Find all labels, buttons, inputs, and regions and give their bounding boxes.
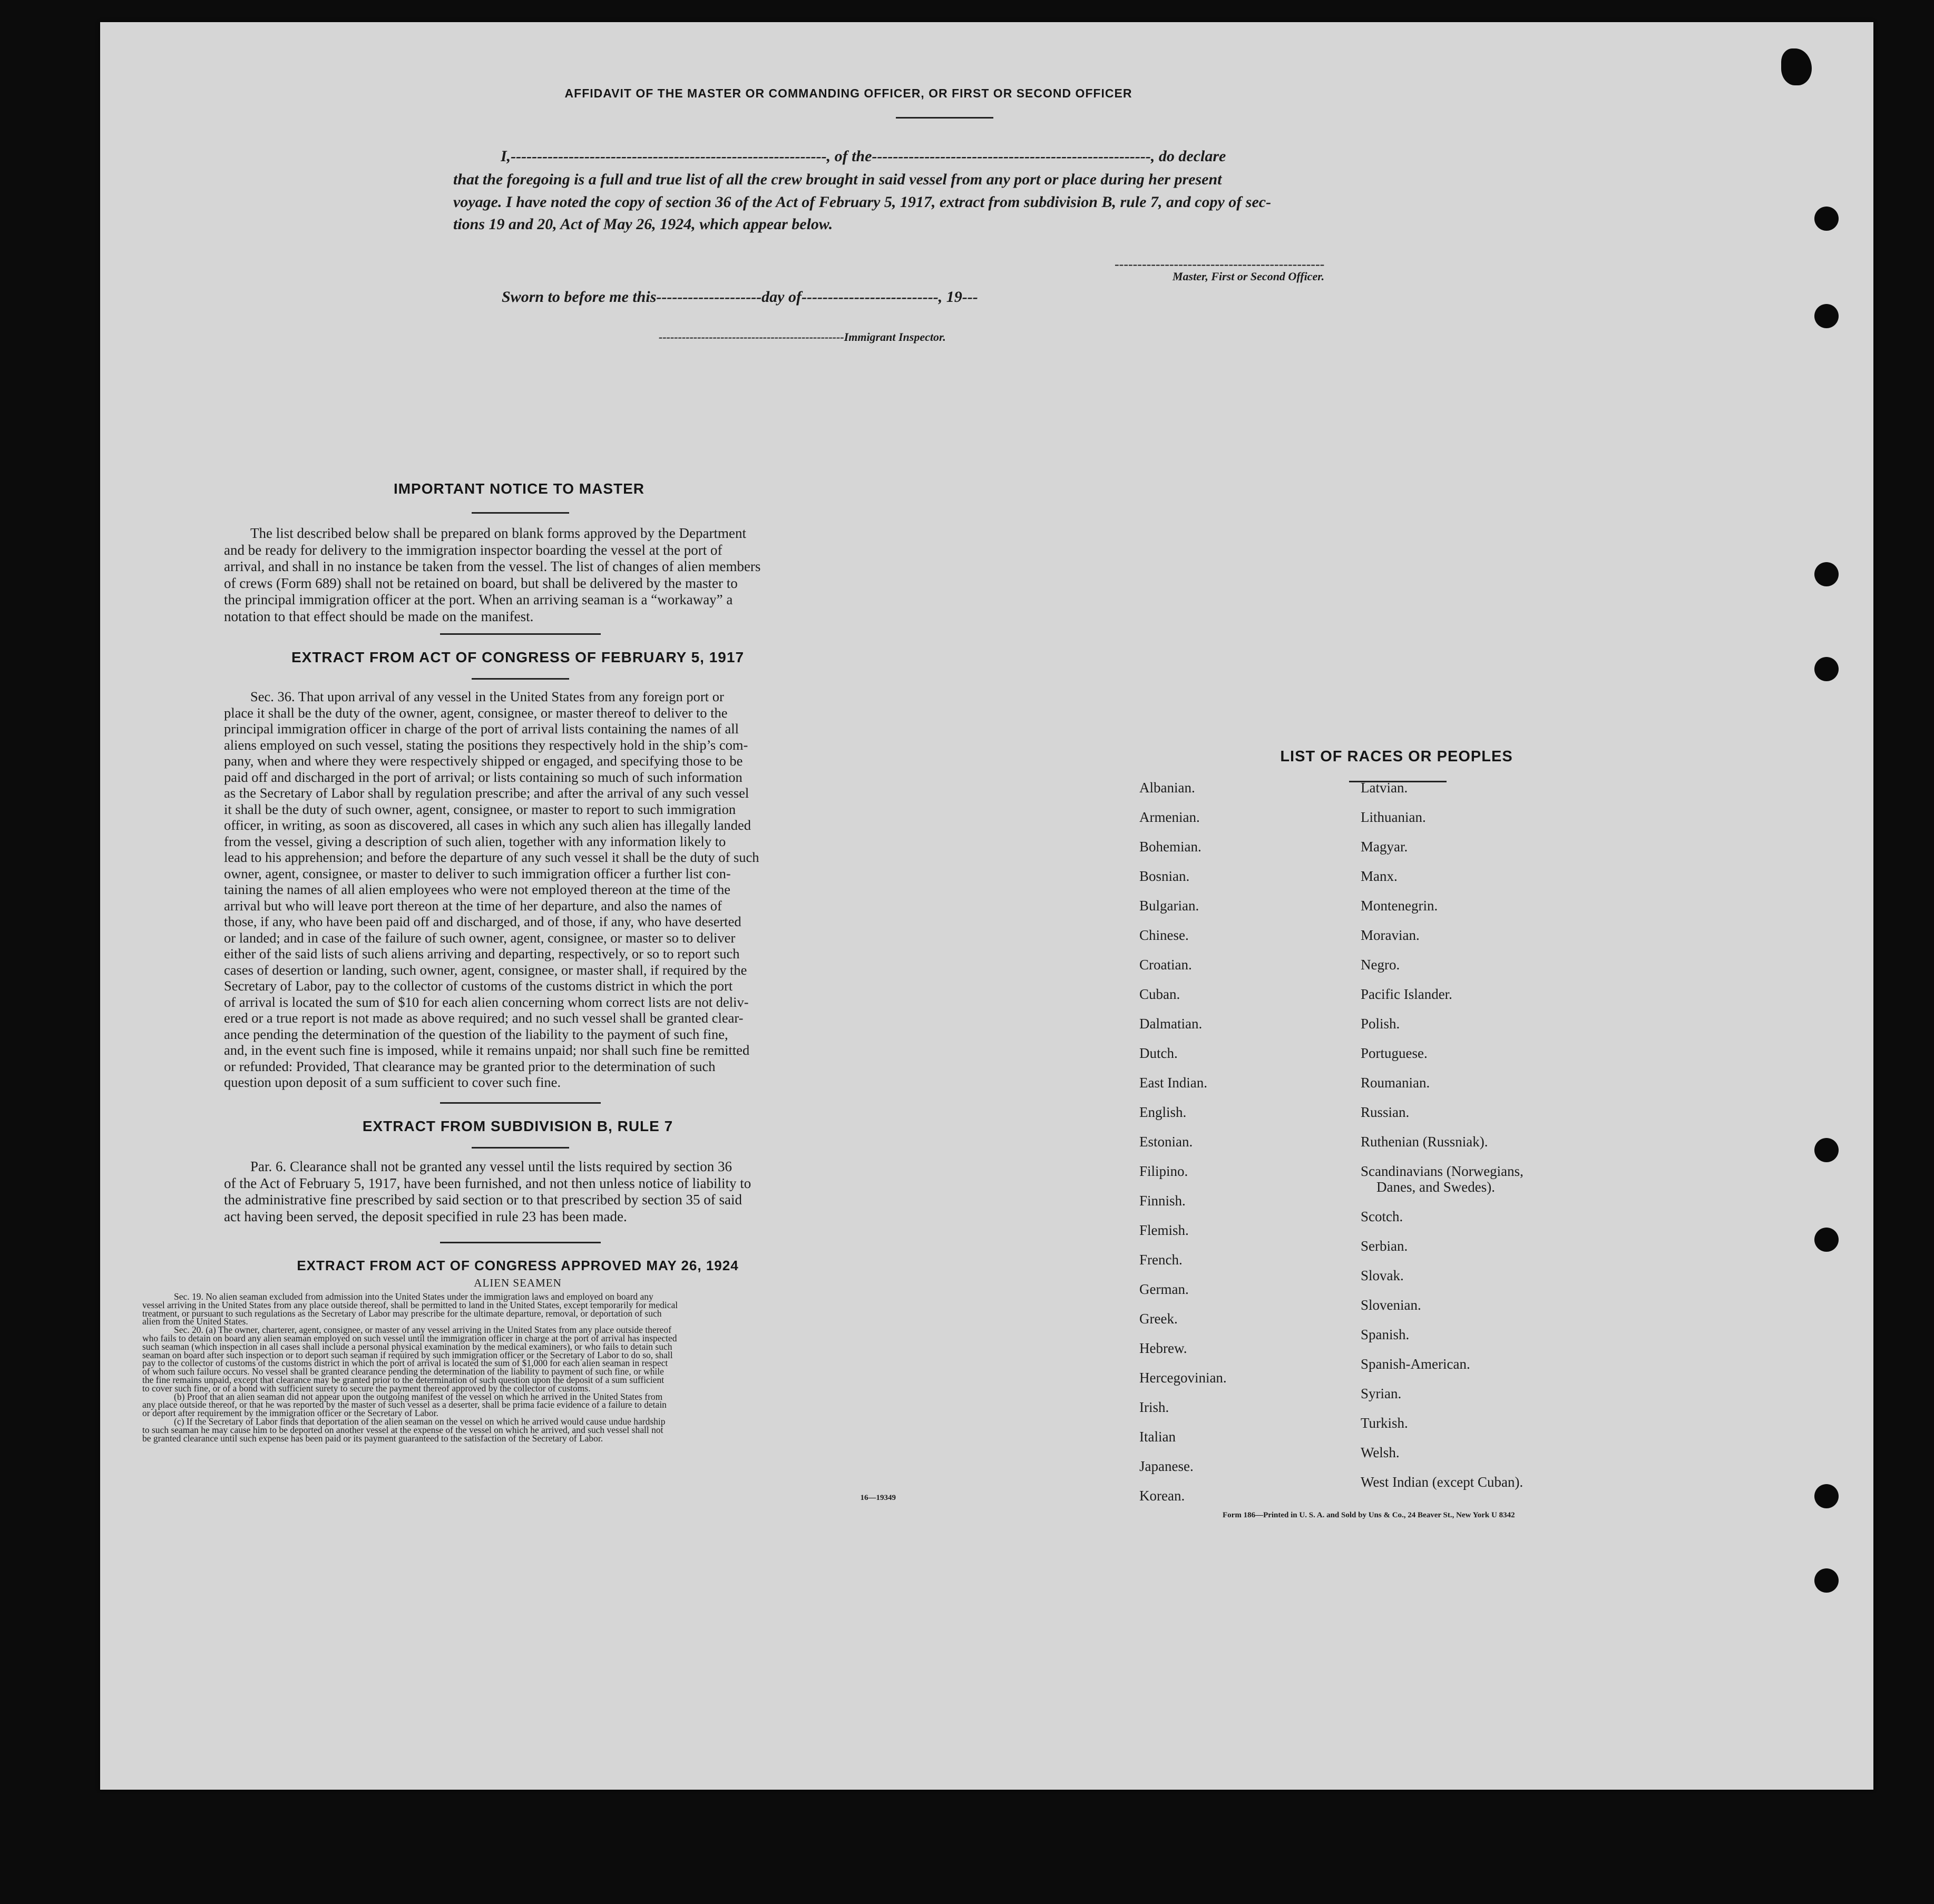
divider [472,678,569,680]
race-item: Spanish. [1361,1327,1410,1342]
notice-body: The list described below shall be prepared on blank forms approved by the Department and be ready for delivery to the immigration inspector boarding the vessel at the port of arrival, and shall in no instance be taken from the vessel. The list of changes of alien members of crews (Form 689) shall not be retained on board, but shall be delivered by the master to the principal immigration officer at the port. When an arriving seaman is a “workaway” a notation to that effect should be made on the manifest. [224,525,761,624]
race-item: Bosnian. [1139,868,1190,884]
affidavit-line-3: voyage. I have noted the copy of section 36 of the Act of February 5, 1917, extract from subdivision B, rule 7, and copy of sec- [453,193,1272,211]
race-item: West Indian (except Cuban). [1361,1474,1523,1490]
punch-hole [1814,657,1839,681]
punch-hole [1814,207,1839,231]
races-right-column [1361,773,1656,1497]
race-item: Spanish-American. [1361,1356,1470,1372]
race-item: Greek. [1139,1311,1178,1327]
race-item: Bulgarian. [1139,898,1199,914]
divider [440,633,601,635]
divider [472,1147,569,1149]
race-item: Serbian. [1361,1238,1408,1254]
punch-hole [1814,304,1839,328]
races-title: LIST OF RACES OR PEOPLES [1280,748,1513,765]
sworn-line: Sworn to before me this--------------------day of--------------------------, 19--- [502,288,978,306]
signature-label: Master, First or Second Officer. [1173,270,1325,283]
race-item: Filipino. [1139,1163,1188,1179]
race-item: Moravian. [1361,927,1420,943]
punch-hole [1814,1484,1839,1508]
notice-title: IMPORTANT NOTICE TO MASTER [393,480,645,497]
race-item: German. [1139,1281,1189,1297]
divider [896,117,993,119]
punch-hole [1814,1138,1839,1162]
race-item: Russian. [1361,1104,1410,1120]
race-item: Polish. [1361,1016,1400,1032]
race-item: Cuban. [1139,986,1180,1002]
race-item: Dutch. [1139,1045,1178,1061]
race-item: Magyar. [1361,839,1408,855]
race-item: Slovak. [1361,1268,1404,1283]
race-item: Italian [1139,1429,1176,1445]
affidavit-title: AFFIDAVIT OF THE MASTER OR COMMANDING OFFICER, OR FIRST OR SECOND OFFICER [564,86,1132,100]
race-item: Turkish. [1361,1415,1408,1431]
race-item: Ruthenian (Russniak). [1361,1134,1488,1150]
race-item: Hercegovinian. [1139,1370,1227,1386]
punch-hole [1814,1228,1839,1252]
race-item: East Indian. [1139,1075,1207,1091]
extract-1924-title: EXTRACT FROM ACT OF CONGRESS APPROVED MAY 26, 1924 [297,1258,739,1273]
race-item: Portuguese. [1361,1045,1428,1061]
extract-1917-title: EXTRACT FROM ACT OF CONGRESS OF FEBRUARY 5, 1917 [291,649,745,665]
rule-7-title: EXTRACT FROM SUBDIVISION B, RULE 7 [362,1118,673,1134]
race-item: Dalmatian. [1139,1016,1203,1032]
form-code: 16—19349 [860,1494,896,1502]
race-item: Korean. [1139,1488,1185,1504]
race-item: Roumanian. [1361,1075,1430,1091]
race-item: Slovenian. [1361,1297,1421,1313]
race-item: Finnish. [1139,1193,1186,1209]
race-item: Croatian. [1139,957,1192,973]
race-item: Estonian. [1139,1134,1193,1150]
punch-hole [1814,1568,1839,1593]
race-item: Syrian. [1361,1386,1402,1401]
form-footer: Form 186—Printed in U. S. A. and Sold by Uns & Co., 24 Beaver St., New York U 8342 [1223,1511,1515,1519]
inspector-line: ------------------------------------------------Immigrant Inspector. [659,330,946,343]
race-item: Albanian. [1139,780,1195,796]
divider [440,1242,601,1243]
race-item: Armenian. [1139,809,1200,825]
race-item: Negro. [1361,957,1400,973]
race-item: Pacific Islander. [1361,986,1452,1002]
race-item: Scotch. [1361,1209,1403,1224]
race-item: French. [1139,1252,1183,1268]
race-item: Irish. [1139,1399,1169,1415]
race-item: Montenegrin. [1361,898,1438,914]
race-item: Welsh. [1361,1445,1400,1460]
affidavit-line-2: that the foregoing is a full and true list of all the crew brought in said vessel from any port or place during her present [453,171,1222,188]
race-item: Latvian. [1361,780,1408,796]
punch-hole [1814,562,1839,586]
divider [472,512,569,514]
sections-19-20-body: Sec. 19. No alien seaman excluded from admission into the United States under the immigration laws and employed on board any vessel arriving in the United States from any place outside thereof, shall be permitted to land in the United States, except temporarily for medical treatment, or pursuant to such regulations as the Secretary of Labor may prescribe for the ultimate departure, removal, or deportation of such alien from the United States. Sec. 20. (a) The owner, charterer, agent, consignee, or master of any vessel arriving in the United States from any place outside thereof who fails to detain on board any alien seaman employed on such vessel until the immigration officer in charge at the port of arrival has inspected such seaman (which inspection in all cases shall include a personal physical examination by the medical examiners), or who fails to detain such seaman on board after such inspection or to deport such seaman if required by such immigration officer or the Secretary of Labor to do so, shall pay to the collector of customs of the customs district in which the port of arrival is located the sum of $1,000 for each alien seaman in respect of whom such failure occurs. No vessel shall be granted clearance pending the determination of the liability to payment of such fine, or while the fine remains unpaid, except that clearance may be granted prior to the determination of such question upon the deposit of a sum sufficient to cover such fine, or of a bond with sufficient surety to secure the payment thereof approved by the collector of customs. (b) Proof that an alien seaman did not appear upon the outgoing manifest of the vessel on which he arrived in the United States from any place outside thereof, or that he was reported by the master of such vessel as a deserter, shall be prima facie evidence of a failure to detain or deport after requirement by the immigration officer or the Secretary of Labor. (c) If the Secretary of Labor finds that deportation of the alien seaman on the vessel on which he arrived would cause undue hardship to such seaman he may cause him to be deported on another vessel at the expense of the vessel on which he arrived, and such vessel shall not be granted clearance until such expense has been paid or its payment guaranteed to the satisfaction of the Secretary of Labor. [142,1291,678,1444]
races-left-column [1139,773,1350,1510]
document-page [100,22,1873,1790]
rule-7-body: Par. 6. Clearance shall not be granted any vessel until the lists required by section 36 of the Act of February 5, 1917, have been furnished, and not then unless notice of liability to the administrative fine prescribed by said section or to that prescribed by section 35 of said act having been served, the deposit specified in rule 23 has been made. [224,1159,751,1224]
race-item: English. [1139,1104,1187,1120]
race-item: Japanese. [1139,1458,1194,1474]
section-36-body: Sec. 36. That upon arrival of any vessel in the United States from any foreign port or place it shall be the duty of the owner, agent, consignee, or master thereof to deliver to the principal immigration officer in charge of the port of arrival lists containing the names of all aliens employed on such vessel, stating the positions they respectively hold in the ship’s com- pany, when and where they were respectively shipped or engaged, and specifying those to be paid off and discharged in the port of arrival; or lists containing so much of such information as the Secretary of Labor shall by regulation prescribe; and after the arrival of any such vessel it shall be the duty of such owner, agent, consignee, or master to report to such immigration officer, in writing, as soon as discovered, all cases in which any such alien has illegally landed from the vessel, giving a description of such alien, together with any information likely to lead to his apprehension; and before the departure of any such vessel it shall be the duty of such owner, agent, consignee, or master to deliver to such immigration officer a further list con- taining the names of all alien employees who were not employed thereon at the time of the arrival but who will leave port thereon at the time of her departure, and also the names of those, if any, who have been paid off and discharged, and of those, if any, who have deserted or landed; and in case of the failure of such owner, agent, consignee, or master so to deliver either of the said lists of such aliens arriving and departing, respectively, or so to report such cases of desertion or landing, such owner, agent, consignee, or master shall, if required by the Secretary of Labor, pay to the collector of customs of the customs district in which the port of arrival is located the sum of $10 for each alien concerning whom correct lists are not deliv- ered or a true report is not made as above required; and no such vessel shall be granted clear- ance pending the determination of the question of the liability to the payment of such fine, and, in the event such fine is imposed, while it remains unpaid; nor shall such fine be remitted or refunded: Provided, That clearance may be granted prior to the determination of such question upon deposit of a sum sufficient to cover such fine. [224,689,759,1090]
race-item: Scandinavians (Norwegians, Danes, and Swedes). [1361,1163,1523,1195]
race-item: Bohemian. [1139,839,1202,855]
divider [440,1102,601,1104]
signature-line: ---------------------------------------------- [1115,257,1325,272]
race-item: Lithuanian. [1361,809,1426,825]
race-item: Chinese. [1139,927,1189,943]
alien-seamen-subtitle: ALIEN SEAMEN [474,1277,562,1289]
torn-corner [1781,48,1812,85]
affidavit-line-1: I,------------------------------------------------------------, of the-----------------------------------------------------, do declare [501,148,1226,165]
affidavit-line-4: tions 19 and 20, Act of May 26, 1924, which appear below. [453,215,833,233]
race-item: Flemish. [1139,1222,1189,1238]
race-item: Hebrew. [1139,1340,1187,1356]
race-item: Manx. [1361,868,1398,884]
